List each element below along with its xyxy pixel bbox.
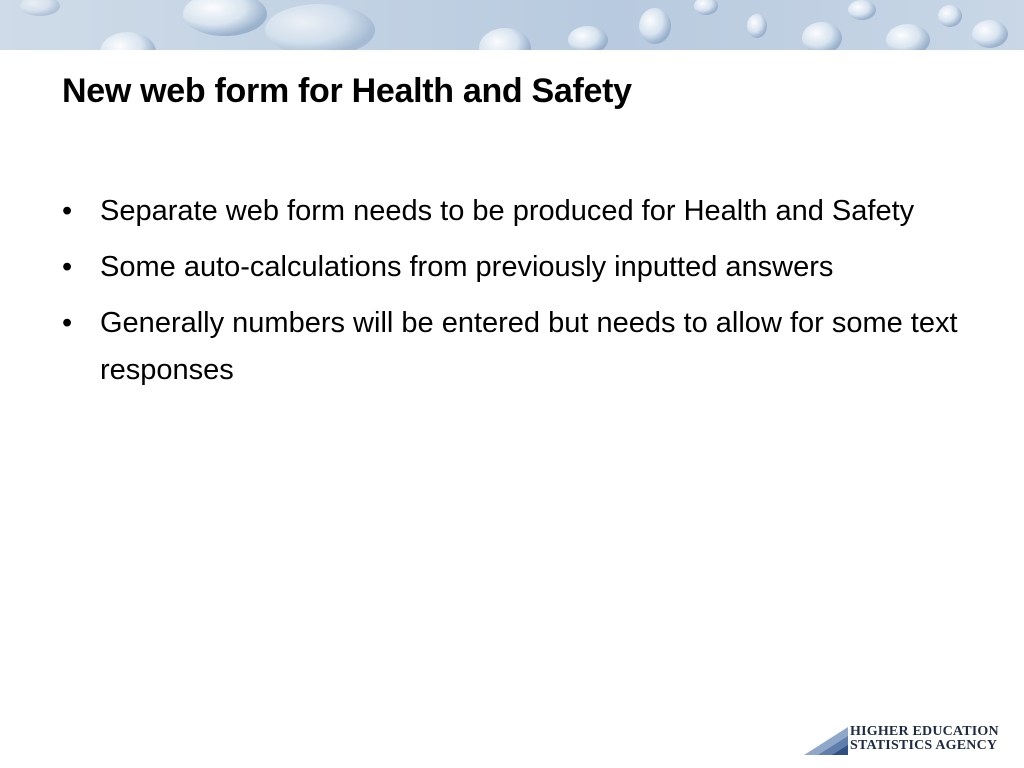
bullet-text: Generally numbers will be entered but needs to allow for some text responses: [100, 307, 958, 386]
bullet-item: [62, 188, 962, 235]
header-banner: [0, 0, 1024, 50]
bullet-glyph: •: [62, 251, 73, 283]
bullet-text: Separate web form needs to be produced for Health and Safety: [100, 195, 915, 227]
water-droplets-banner: [0, 0, 1024, 50]
bullet-item: [62, 244, 962, 291]
stepped-triangle-icon: [804, 727, 848, 755]
hesa-logo: [804, 725, 1014, 757]
bullet-glyph: •: [62, 195, 73, 227]
bullet-item: [62, 300, 962, 394]
slide-title: New web form for Health and Safety: [62, 72, 632, 110]
bullet-list: [62, 188, 962, 403]
logo-text: [850, 725, 999, 753]
logo-line-1: HIGHER EDUCATION: [850, 724, 999, 739]
bullet-glyph: •: [62, 307, 73, 339]
logo-line-2: STATISTICS AGENCY: [850, 738, 998, 753]
bullet-text: Some auto-calculations from previously inputted answers: [100, 251, 834, 283]
